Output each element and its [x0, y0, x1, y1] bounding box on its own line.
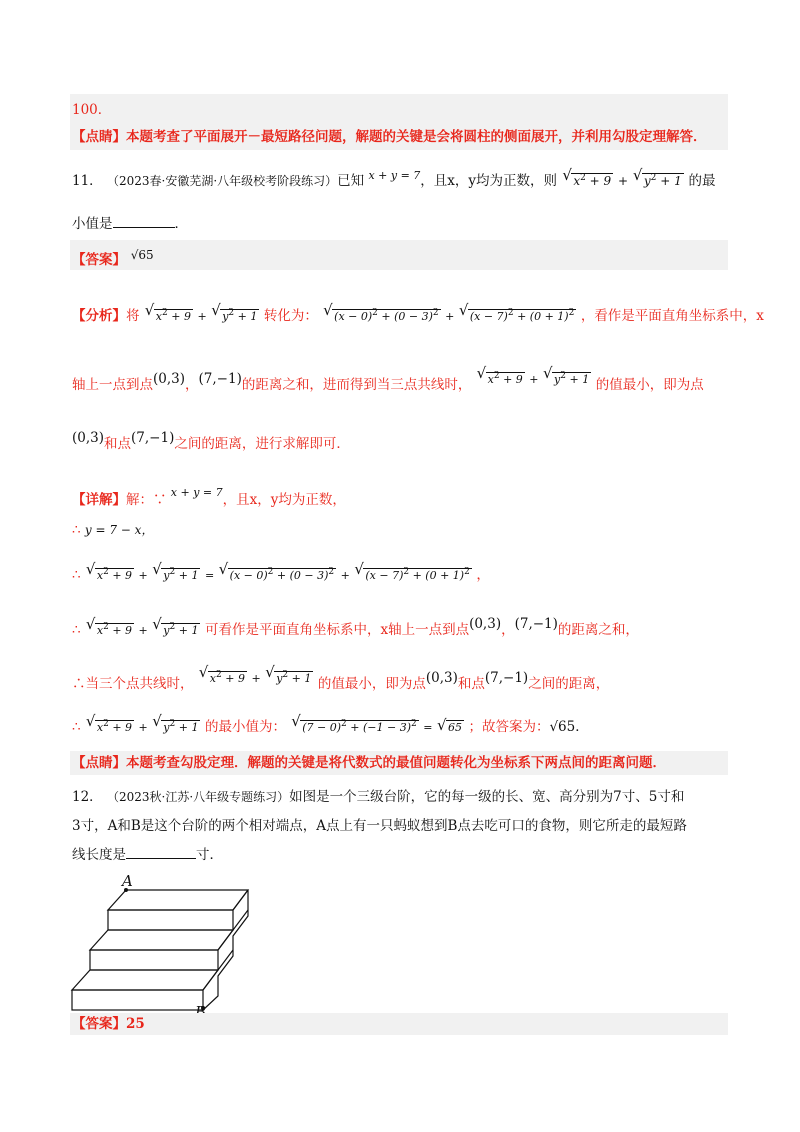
- q11-answer: [72, 245, 728, 270]
- q11-stem-line1: [72, 166, 728, 191]
- detail-5d: 之间的距离，: [528, 676, 610, 692]
- edge-line: [233, 890, 248, 910]
- detail-5a: 当三个点共线时，: [85, 676, 194, 692]
- answer-value: √65: [130, 248, 154, 262]
- point-7-neg1: (7,−1): [484, 670, 529, 686]
- q11-stem-c: 的最: [688, 173, 716, 189]
- q12-stem-line2: [72, 816, 728, 836]
- q12-stem-1: 如图是一个三级台阶，它的每一级的长、宽、高分别为7寸、5寸和: [289, 789, 685, 805]
- detail-line5: [72, 665, 728, 694]
- detail-expr-6: √ $x^2 + 9$ + √ $y^2 + 1$: [85, 712, 199, 734]
- detail-4a: 可看作是平面直角坐标系中，x轴上一点到点: [204, 622, 470, 638]
- step-middle-tread: [90, 930, 233, 950]
- detail-line3: [72, 562, 728, 586]
- q11-stem-e: ．: [174, 216, 188, 232]
- analysis-distance-expr: √ $(x - 0)^2 + (0 - 3)^2$ + √ $(x - 7)^2 + (0 + 1)^2$: [323, 301, 575, 323]
- q11-expression: √ $x^2 + 9$ + √ $y^2 + 1$: [562, 166, 682, 188]
- therefore-sign: ∴: [72, 719, 81, 735]
- q12-number: 12．: [72, 789, 103, 805]
- answer-blank: [126, 858, 196, 859]
- review-tag: 【点睛】: [72, 755, 126, 771]
- q11-stem-d: 小值是: [72, 216, 113, 232]
- step-bottom-tread: [72, 970, 218, 990]
- detail-6b: ；故答案为：: [468, 719, 550, 735]
- q12-stem-line3: [72, 845, 728, 865]
- analysis-line1: [72, 301, 764, 327]
- edge-line: [218, 930, 233, 950]
- detail-line6: [72, 714, 728, 738]
- detail-6c: √65．: [549, 719, 589, 735]
- step-middle-riser: [90, 950, 218, 970]
- analysis-line3: [72, 428, 728, 454]
- q12-stem-3a: 线长度是: [72, 847, 126, 863]
- q12-stem-line1: [72, 787, 728, 807]
- q11-number: 11．: [72, 173, 103, 189]
- point-0-3: (0,3): [469, 616, 502, 632]
- analysis-3b: 之间的距离，进行求解即可．: [174, 436, 350, 452]
- therefore-sign: ∴: [72, 522, 81, 538]
- detail-4b: 的距离之和，: [557, 622, 639, 638]
- prev-review: [72, 127, 728, 147]
- detail-expr-5: √ x2 + 9 + √ y2 + 1: [198, 663, 312, 685]
- detail-1a: 解：∵: [126, 492, 167, 508]
- q11-stem-a: 已知: [337, 173, 365, 189]
- point-7-neg1: (7,−1): [198, 371, 242, 387]
- detail-y-expr: y = 7 − x，: [84, 523, 154, 537]
- answer-value: 25: [126, 1016, 145, 1032]
- point-0-3: (0,3): [425, 670, 458, 686]
- step-top-tread: [108, 890, 248, 910]
- q11-condition: x + y = 7: [368, 169, 421, 182]
- review-text: 本题考查勾股定理．解题的关键是将代数式的最值问题转化为坐标系下两点间的距离问题．: [126, 755, 666, 771]
- analysis-1b: 转化为：: [263, 308, 318, 324]
- analysis-expr-2: √ x2 + 9 + √ y2 + 1: [476, 364, 590, 386]
- prev-answer: 100．: [72, 102, 112, 118]
- detail-6a: 的最小值为：: [204, 719, 286, 735]
- point-0-3: (0,3): [153, 371, 186, 387]
- detail-5c: 和点: [457, 676, 485, 692]
- q12-stem-2: 3寸，A和B是这个台阶的两个相对端点，A点上有一只蚂蚁想到B点去吃可口的食物，则它所走的最短路: [72, 818, 687, 834]
- q11-stem-line2: [72, 214, 728, 234]
- detail-1b: ，且x，y均为正数，: [222, 492, 346, 508]
- review-tag: 【点睛】: [72, 129, 126, 145]
- analysis-expr: √ $x^2 + 9$ + √ $y^2 + 1$: [144, 301, 258, 323]
- point-7-neg1: (7,−1): [131, 430, 175, 446]
- analysis-2c: 的值最小，即为点: [595, 377, 704, 393]
- detail-5b: 的值最小，即为点: [317, 676, 426, 692]
- point-7-neg1: (7,−1): [514, 616, 558, 632]
- step-bottom-riser: [72, 990, 203, 1010]
- comma: ，: [501, 622, 515, 638]
- analysis-1c: ，看作是平面直角坐标系中，x: [580, 308, 764, 324]
- therefore-sign: ∴: [72, 676, 86, 692]
- q12-answer: [72, 1014, 728, 1034]
- analysis-line2: [72, 366, 728, 395]
- comma: ，: [476, 567, 490, 583]
- q11-stem-b: ，且x，y均为正数，则: [420, 173, 558, 189]
- detail-expr-4: √ $x^2 + 9$ + √ $y^2 + 1$: [85, 615, 199, 637]
- q12-stem-3b: 寸．: [196, 847, 223, 863]
- detail-equation: √ $x^2 + 9$ + √ $y^2 + 1$ = √ $(x - 0)^2 + (0 - 3)^2$ + √ $(x - 7)^2 + (0 + 1)^2$: [85, 560, 470, 582]
- analysis-1a: 将: [126, 308, 140, 324]
- analysis-tag: 【分析】: [72, 308, 126, 324]
- step-top-riser: [108, 910, 233, 930]
- detail-line4: [72, 614, 728, 641]
- point-0-3: (0,3): [72, 430, 105, 446]
- review-text: 本题考查了平面展开－最短路径问题，解题的关键是会将圆柱的侧面展开，并利用勾股定理解答．: [126, 129, 707, 145]
- detail-min-value: √ $(7 - 0)^2 + (-1 - 3)^2$ = √ 65: [291, 712, 462, 734]
- detail-condition: x + y = 7: [170, 486, 223, 499]
- answer-tag: 【答案】: [72, 1016, 126, 1032]
- analysis-2b: 的距离之和，进而得到当三点共线时，: [241, 377, 472, 393]
- q12-source: （2023秋·江苏·八年级专题练习）: [106, 790, 290, 804]
- answer-tag: 【答案】: [72, 252, 126, 268]
- detail-line2: [72, 520, 728, 540]
- analysis-3a: 和点: [104, 436, 132, 452]
- comma: ，: [185, 377, 199, 393]
- q11-source: （2023春·安徽芜湖·八年级校考阶段练习）: [106, 174, 338, 188]
- label-a: A: [122, 872, 133, 890]
- edge-line: [203, 970, 218, 990]
- q11-review: [72, 753, 728, 773]
- answer-blank: [113, 227, 175, 228]
- stairs-figure: [68, 872, 288, 1008]
- therefore-sign: ∴: [72, 567, 81, 583]
- therefore-sign: ∴: [72, 622, 81, 638]
- analysis-2a: 轴上一点到点: [72, 377, 153, 393]
- detail-tag: 【详解】: [72, 492, 126, 508]
- detail-line1: [72, 483, 728, 510]
